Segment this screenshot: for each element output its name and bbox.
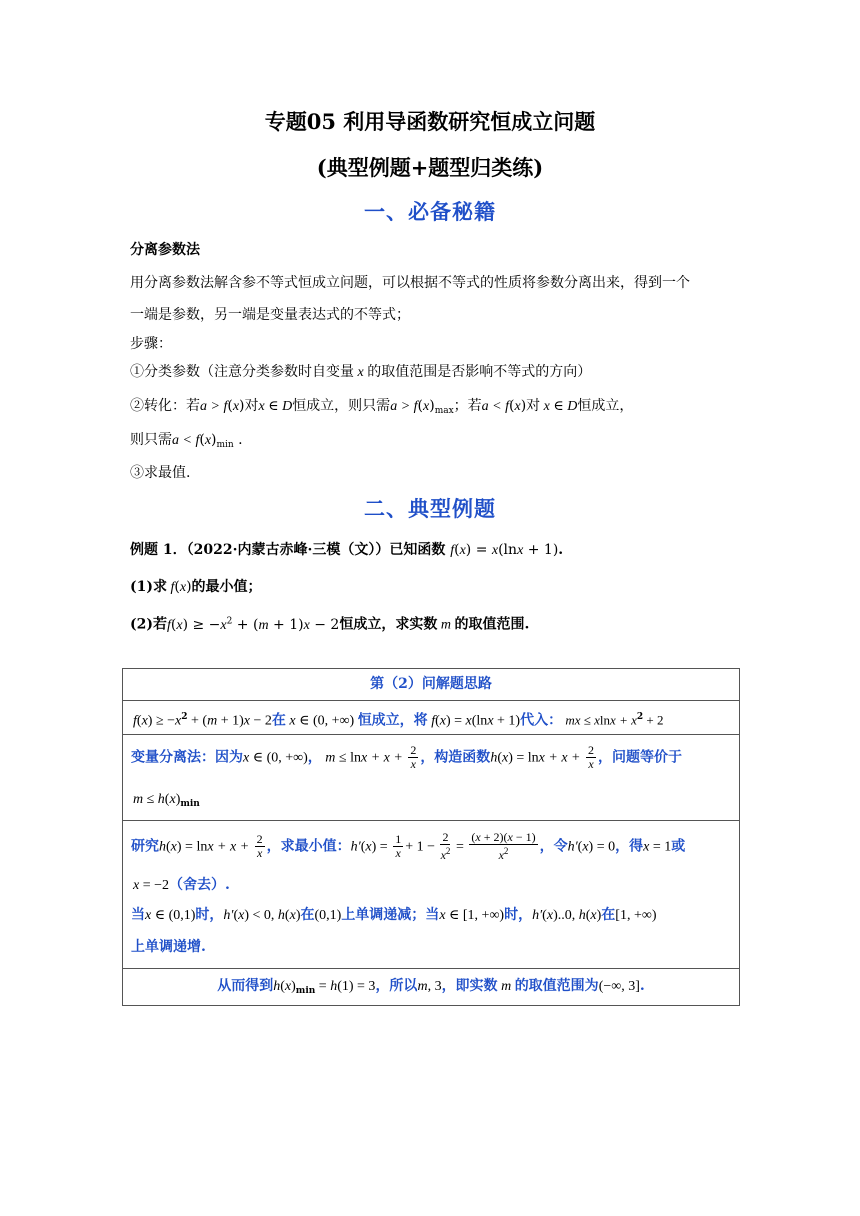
step-1: ①分类参数（注意分类参数时自变量 x 的取值范围是否影响不等式的方向）	[130, 364, 592, 380]
paragraph-line-1: 用分离参数法解含参不等式恒成立问题，可以根据不等式的性质将参数分离出来，得到一个	[130, 275, 690, 291]
step-2-line-2: 则只需$a < f(x)_{min}$ .	[130, 432, 243, 450]
steps-label: 步骤：	[130, 336, 172, 352]
paragraph-line-2: 一端是参数，另一端是变量表达式的不等式；	[130, 307, 410, 323]
section-heading-1: 一、必备秘籍	[364, 199, 496, 224]
solution-box	[122, 668, 740, 1006]
method-title: 分离参数法	[130, 242, 200, 258]
solution-row-2: 变量分离法：因为x ∈ (0, +∞)， m ≤ lnx + x + $\frac{2}{x}$ ，构造函数h(x) = lnx + x + $\frac{2}{x}$ ，问题等价于 $m \le h(x)_{min}$	[123, 735, 739, 821]
question-1: (1)求 f(x)的最小值；	[130, 579, 262, 595]
document-title: 专题05 利用导函数研究恒成立问题	[264, 109, 596, 134]
document-subtitle: (典型例题+题型归类练)	[316, 155, 544, 180]
solution-row-4: 从而得到$h(x)_{min} = h(1) = 3$，所以m, 3，即实数 m 的取值范围为(−∞, 3].	[217, 978, 645, 996]
question-2: (2)若$f(x) \ge -x^2 + (m + 1)x - 2$恒成立，求实数 m 的取值范围.	[130, 616, 530, 633]
step-2: ②转化：若a > f(x)对x ∈ D恒成立，则只需$a > f(x)_{max}$；若a < f(x)对 x ∈ D恒成立，	[130, 398, 634, 416]
solution-row-1: $f(x) \ge -x^2 + (m + 1)x - 2$在 x ∈ (0, +∞) 恒成立，将 f(x) = x(lnx + 1)代入： mx ≤ $xlnx + x^2 + 2$	[123, 701, 739, 735]
solution-header: 第（2）问解题思路	[370, 676, 492, 692]
example-1: 例题 1．（2022·内蒙古赤峰·三模（文））已知函数 f(x) = x(lnx + 1).	[130, 542, 564, 558]
step-3: ③求最值.	[130, 465, 191, 481]
increasing-text: 上单调递增.	[131, 939, 206, 955]
solution-header-row	[123, 669, 739, 701]
section-heading-2: 二、典型例题	[364, 496, 496, 521]
solution-row-3: 研究h(x) = lnx + x + $\frac{2}{x}$ ，求最小值：h′(x) = $\frac{1}{x}$ + 1 − $\frac{2}{x^2}$ = $\frac{(x + 2)(x - 1)}{x^2}$ ，令h′(x) = 0，得x = 1或 x = −2（舍去）. 当x ∈ (0,1)时，h′(x) < 0, h(x)在(0,1)上单调递减；当x ∈ [1, +∞)时，h′(x)..0, h(x)在[1, +∞) 上单调递增.	[123, 821, 739, 969]
